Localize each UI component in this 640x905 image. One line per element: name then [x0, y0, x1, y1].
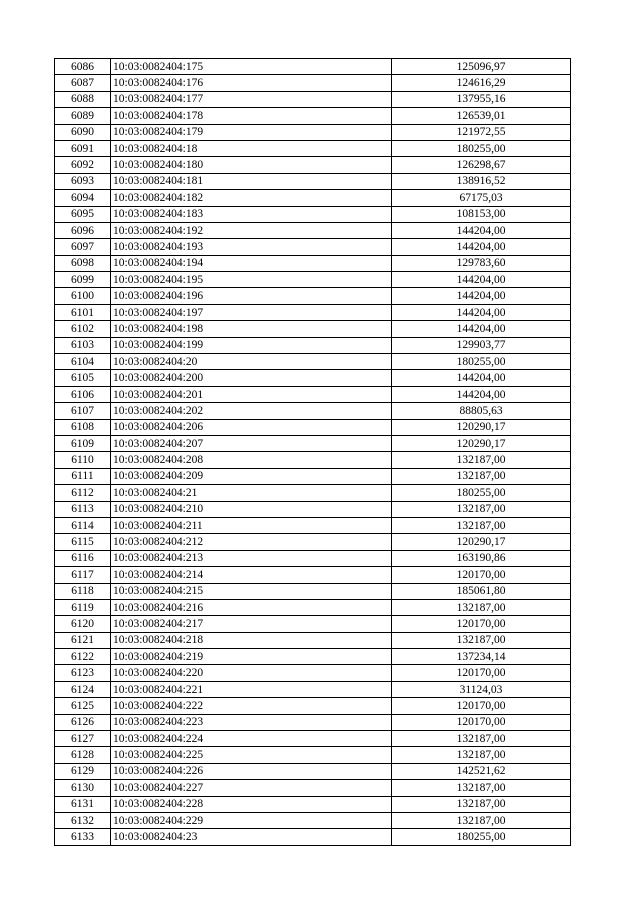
- table-row: [55, 321, 571, 337]
- cadastral-number-cell: 10:03:0082404:199: [111, 337, 392, 353]
- table-row: [55, 583, 571, 599]
- row-number-cell: 6127: [55, 731, 111, 747]
- table-row: [55, 206, 571, 222]
- table-body: [55, 59, 571, 846]
- cadastral-number-cell: 10:03:0082404:197: [111, 304, 392, 320]
- table-row: [55, 108, 571, 124]
- cadastral-number-cell: 10:03:0082404:222: [111, 698, 392, 714]
- table-row: [55, 780, 571, 796]
- cadastral-number-cell: 10:03:0082404:207: [111, 435, 392, 451]
- table-row: [55, 370, 571, 386]
- cadastral-number-cell: 10:03:0082404:198: [111, 321, 392, 337]
- cadastral-number-cell: 10:03:0082404:210: [111, 501, 392, 517]
- cadastral-number-cell: 10:03:0082404:200: [111, 370, 392, 386]
- cadastral-number-cell: 10:03:0082404:194: [111, 255, 392, 271]
- value-cell: 120170,00: [392, 665, 571, 681]
- cadastral-number-cell: 10:03:0082404:218: [111, 632, 392, 648]
- value-cell: 132187,00: [392, 731, 571, 747]
- row-number-cell: 6101: [55, 304, 111, 320]
- value-cell: 126298,67: [392, 157, 571, 173]
- value-cell: 120290,17: [392, 435, 571, 451]
- cadastral-number-cell: 10:03:0082404:213: [111, 550, 392, 566]
- value-cell: 180255,00: [392, 140, 571, 156]
- row-number-cell: 6094: [55, 190, 111, 206]
- value-cell: 120170,00: [392, 714, 571, 730]
- value-cell: 144204,00: [392, 288, 571, 304]
- value-cell: 132187,00: [392, 501, 571, 517]
- table-row: [55, 190, 571, 206]
- value-cell: 67175,03: [392, 190, 571, 206]
- value-cell: 120170,00: [392, 567, 571, 583]
- row-number-cell: 6096: [55, 222, 111, 238]
- row-number-cell: 6131: [55, 796, 111, 812]
- value-cell: 88805,63: [392, 403, 571, 419]
- cadastral-number-cell: 10:03:0082404:228: [111, 796, 392, 812]
- cadastral-number-cell: 10:03:0082404:212: [111, 534, 392, 550]
- value-cell: 120290,17: [392, 419, 571, 435]
- row-number-cell: 6116: [55, 550, 111, 566]
- table-row: [55, 435, 571, 451]
- row-number-cell: 6115: [55, 534, 111, 550]
- table-row: [55, 632, 571, 648]
- row-number-cell: 6092: [55, 157, 111, 173]
- cadastral-number-cell: 10:03:0082404:219: [111, 649, 392, 665]
- value-cell: 120290,17: [392, 534, 571, 550]
- row-number-cell: 6121: [55, 632, 111, 648]
- row-number-cell: 6123: [55, 665, 111, 681]
- table-row: [55, 829, 571, 845]
- value-cell: 132187,00: [392, 812, 571, 828]
- row-number-cell: 6124: [55, 681, 111, 697]
- cadastral-number-cell: 10:03:0082404:177: [111, 91, 392, 107]
- value-cell: 180255,00: [392, 829, 571, 845]
- value-cell: 132187,00: [392, 796, 571, 812]
- cadastral-number-cell: 10:03:0082404:224: [111, 731, 392, 747]
- table-row: [55, 124, 571, 140]
- row-number-cell: 6113: [55, 501, 111, 517]
- cadastral-number-cell: 10:03:0082404:182: [111, 190, 392, 206]
- cadastral-number-cell: 10:03:0082404:206: [111, 419, 392, 435]
- cadastral-number-cell: 10:03:0082404:181: [111, 173, 392, 189]
- row-number-cell: 6091: [55, 140, 111, 156]
- row-number-cell: 6098: [55, 255, 111, 271]
- cadastral-number-cell: 10:03:0082404:211: [111, 517, 392, 533]
- row-number-cell: 6122: [55, 649, 111, 665]
- table-row: [55, 550, 571, 566]
- cadastral-number-cell: 10:03:0082404:20: [111, 354, 392, 370]
- cadastral-number-cell: 10:03:0082404:214: [111, 567, 392, 583]
- value-cell: 144204,00: [392, 304, 571, 320]
- table-row: [55, 599, 571, 615]
- row-number-cell: 6106: [55, 386, 111, 402]
- value-cell: 125096,97: [392, 59, 571, 75]
- table-row: [55, 157, 571, 173]
- table-row: [55, 616, 571, 632]
- cadastral-number-cell: 10:03:0082404:229: [111, 812, 392, 828]
- row-number-cell: 6118: [55, 583, 111, 599]
- value-cell: 126539,01: [392, 108, 571, 124]
- value-cell: 185061,80: [392, 583, 571, 599]
- value-cell: 144204,00: [392, 272, 571, 288]
- cadastral-number-cell: 10:03:0082404:23: [111, 829, 392, 845]
- value-cell: 129903,77: [392, 337, 571, 353]
- row-number-cell: 6133: [55, 829, 111, 845]
- cadastral-number-cell: 10:03:0082404:216: [111, 599, 392, 615]
- table-row: [55, 501, 571, 517]
- row-number-cell: 6104: [55, 354, 111, 370]
- table-row: [55, 337, 571, 353]
- table-row: [55, 91, 571, 107]
- value-cell: 129783,60: [392, 255, 571, 271]
- cadastral-number-cell: 10:03:0082404:221: [111, 681, 392, 697]
- cadastral-number-cell: 10:03:0082404:209: [111, 468, 392, 484]
- cadastral-number-cell: 10:03:0082404:175: [111, 59, 392, 75]
- value-cell: 120170,00: [392, 616, 571, 632]
- table-row: [55, 419, 571, 435]
- table-row: [55, 796, 571, 812]
- table-row: [55, 812, 571, 828]
- cadastral-number-cell: 10:03:0082404:202: [111, 403, 392, 419]
- table-row: [55, 386, 571, 402]
- value-cell: 132187,00: [392, 632, 571, 648]
- cadastral-number-cell: 10:03:0082404:193: [111, 239, 392, 255]
- table-row: [55, 75, 571, 91]
- table-row: [55, 272, 571, 288]
- cadastral-number-cell: 10:03:0082404:179: [111, 124, 392, 140]
- cadastral-number-cell: 10:03:0082404:176: [111, 75, 392, 91]
- row-number-cell: 6097: [55, 239, 111, 255]
- row-number-cell: 6107: [55, 403, 111, 419]
- table-row: [55, 517, 571, 533]
- table-row: [55, 649, 571, 665]
- row-number-cell: 6128: [55, 747, 111, 763]
- value-cell: 132187,00: [392, 517, 571, 533]
- row-number-cell: 6103: [55, 337, 111, 353]
- cadastral-number-cell: 10:03:0082404:215: [111, 583, 392, 599]
- value-cell: 180255,00: [392, 354, 571, 370]
- table-row: [55, 681, 571, 697]
- row-number-cell: 6130: [55, 780, 111, 796]
- value-cell: 132187,00: [392, 747, 571, 763]
- value-cell: 144204,00: [392, 222, 571, 238]
- cadastral-number-cell: 10:03:0082404:223: [111, 714, 392, 730]
- value-cell: 121972,55: [392, 124, 571, 140]
- row-number-cell: 6100: [55, 288, 111, 304]
- row-number-cell: 6086: [55, 59, 111, 75]
- row-number-cell: 6099: [55, 272, 111, 288]
- cadastral-number-cell: 10:03:0082404:192: [111, 222, 392, 238]
- table-row: [55, 354, 571, 370]
- row-number-cell: 6110: [55, 452, 111, 468]
- value-cell: 108153,00: [392, 206, 571, 222]
- row-number-cell: 6132: [55, 812, 111, 828]
- row-number-cell: 6095: [55, 206, 111, 222]
- table-row: [55, 747, 571, 763]
- value-cell: 144204,00: [392, 370, 571, 386]
- row-number-cell: 6087: [55, 75, 111, 91]
- row-number-cell: 6114: [55, 517, 111, 533]
- cadastral-number-cell: 10:03:0082404:18: [111, 140, 392, 156]
- row-number-cell: 6105: [55, 370, 111, 386]
- row-number-cell: 6119: [55, 599, 111, 615]
- value-cell: 137955,16: [392, 91, 571, 107]
- value-cell: 124616,29: [392, 75, 571, 91]
- cadastral-number-cell: 10:03:0082404:226: [111, 763, 392, 779]
- value-cell: 144204,00: [392, 239, 571, 255]
- value-cell: 180255,00: [392, 485, 571, 501]
- row-number-cell: 6126: [55, 714, 111, 730]
- cadastral-number-cell: 10:03:0082404:227: [111, 780, 392, 796]
- row-number-cell: 6129: [55, 763, 111, 779]
- table-row: [55, 403, 571, 419]
- value-cell: 163190,86: [392, 550, 571, 566]
- cadastral-number-cell: 10:03:0082404:217: [111, 616, 392, 632]
- table-row: [55, 222, 571, 238]
- row-number-cell: 6120: [55, 616, 111, 632]
- value-cell: 144204,00: [392, 386, 571, 402]
- cadastral-number-cell: 10:03:0082404:180: [111, 157, 392, 173]
- row-number-cell: 6102: [55, 321, 111, 337]
- cadastral-number-cell: 10:03:0082404:225: [111, 747, 392, 763]
- row-number-cell: 6111: [55, 468, 111, 484]
- row-number-cell: 6108: [55, 419, 111, 435]
- value-cell: 132187,00: [392, 452, 571, 468]
- row-number-cell: 6089: [55, 108, 111, 124]
- table-row: [55, 731, 571, 747]
- value-cell: 144204,00: [392, 321, 571, 337]
- table-row: [55, 714, 571, 730]
- table-row: [55, 698, 571, 714]
- table-row: [55, 173, 571, 189]
- table-row: [55, 452, 571, 468]
- row-number-cell: 6109: [55, 435, 111, 451]
- cadastral-number-cell: 10:03:0082404:183: [111, 206, 392, 222]
- table-row: [55, 255, 571, 271]
- cadastral-number-cell: 10:03:0082404:21: [111, 485, 392, 501]
- cadastral-number-cell: 10:03:0082404:195: [111, 272, 392, 288]
- table-row: [55, 567, 571, 583]
- cadastral-number-cell: 10:03:0082404:178: [111, 108, 392, 124]
- value-cell: 132187,00: [392, 468, 571, 484]
- table-row: [55, 468, 571, 484]
- table-row: [55, 665, 571, 681]
- value-cell: 137234,14: [392, 649, 571, 665]
- row-number-cell: 6088: [55, 91, 111, 107]
- row-number-cell: 6117: [55, 567, 111, 583]
- cadastral-number-cell: 10:03:0082404:201: [111, 386, 392, 402]
- row-number-cell: 6125: [55, 698, 111, 714]
- table-row: [55, 288, 571, 304]
- table-row: [55, 59, 571, 75]
- value-cell: 120170,00: [392, 698, 571, 714]
- cadastral-number-cell: 10:03:0082404:208: [111, 452, 392, 468]
- value-cell: 132187,00: [392, 780, 571, 796]
- table-row: [55, 763, 571, 779]
- value-cell: 142521,62: [392, 763, 571, 779]
- cadastral-value-table: [54, 58, 571, 846]
- value-cell: 138916,52: [392, 173, 571, 189]
- value-cell: 31124,03: [392, 681, 571, 697]
- table-row: [55, 140, 571, 156]
- row-number-cell: 6090: [55, 124, 111, 140]
- table-row: [55, 304, 571, 320]
- table-row: [55, 239, 571, 255]
- value-cell: 132187,00: [392, 599, 571, 615]
- cadastral-number-cell: 10:03:0082404:196: [111, 288, 392, 304]
- table-row: [55, 534, 571, 550]
- row-number-cell: 6093: [55, 173, 111, 189]
- table-row: [55, 485, 571, 501]
- row-number-cell: 6112: [55, 485, 111, 501]
- cadastral-number-cell: 10:03:0082404:220: [111, 665, 392, 681]
